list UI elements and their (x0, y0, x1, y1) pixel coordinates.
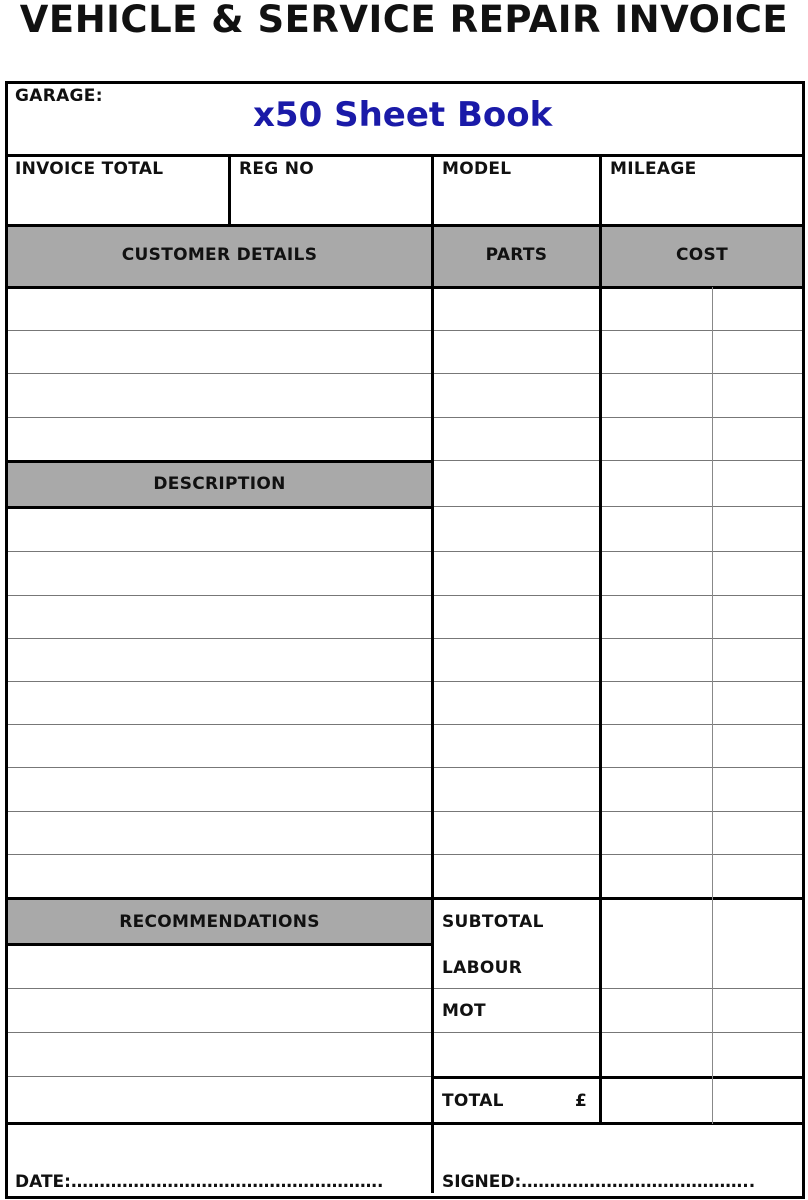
divider (5, 897, 805, 900)
row-line (8, 724, 802, 725)
row-line (8, 767, 802, 768)
row-line (8, 551, 802, 552)
customer-details-heading: CUSTOMER DETAILS (121, 245, 318, 265)
divider (5, 506, 433, 509)
column-line (431, 154, 434, 1193)
total-label: TOTAL (442, 1091, 504, 1111)
row-line (8, 595, 802, 596)
date-field: DATE:………………………………………………. (15, 1172, 384, 1192)
cost-heading: COST (676, 245, 728, 265)
divider (5, 224, 805, 227)
divider (5, 154, 805, 157)
parts-heading: PARTS (485, 245, 548, 265)
invoice-title: VEHICLE & SERVICE REPAIR INVOICE (19, 0, 789, 41)
row-line (8, 988, 802, 989)
recommendations-heading: RECOMMENDATIONS (119, 912, 320, 932)
divider (5, 460, 433, 463)
mileage-label: MILEAGE (610, 159, 697, 179)
row-line (433, 460, 802, 461)
divider (5, 1122, 805, 1125)
column-line (228, 154, 231, 226)
labour-label: LABOUR (442, 958, 523, 978)
row-line (8, 854, 802, 855)
description-heading: DESCRIPTION (153, 474, 286, 494)
signed-field: SIGNED:………………………………….. (442, 1172, 756, 1192)
garage-label: GARAGE: (15, 86, 103, 106)
model-label: MODEL (442, 159, 512, 179)
row-line (8, 330, 802, 331)
subtotal-label: SUBTOTAL (442, 912, 544, 932)
mot-label: MOT (442, 1001, 486, 1021)
column-line (599, 154, 602, 1124)
row-line (8, 638, 802, 639)
row-line (8, 373, 802, 374)
reg-no-label: REG NO (239, 159, 315, 179)
row-line (8, 417, 802, 418)
currency-symbol: £ (575, 1091, 588, 1111)
row-line (8, 681, 802, 682)
cost-split-line (712, 287, 713, 1124)
divider (433, 1076, 805, 1079)
row-line (8, 811, 802, 812)
invoice-total-label: INVOICE TOTAL (15, 159, 164, 179)
invoice-form (5, 81, 805, 1199)
divider (5, 286, 805, 289)
row-line (8, 1032, 802, 1033)
row-line (433, 506, 802, 507)
row-line (8, 1076, 433, 1077)
sheet-book-promo: x50 Sheet Book (253, 95, 553, 135)
divider (5, 943, 433, 946)
